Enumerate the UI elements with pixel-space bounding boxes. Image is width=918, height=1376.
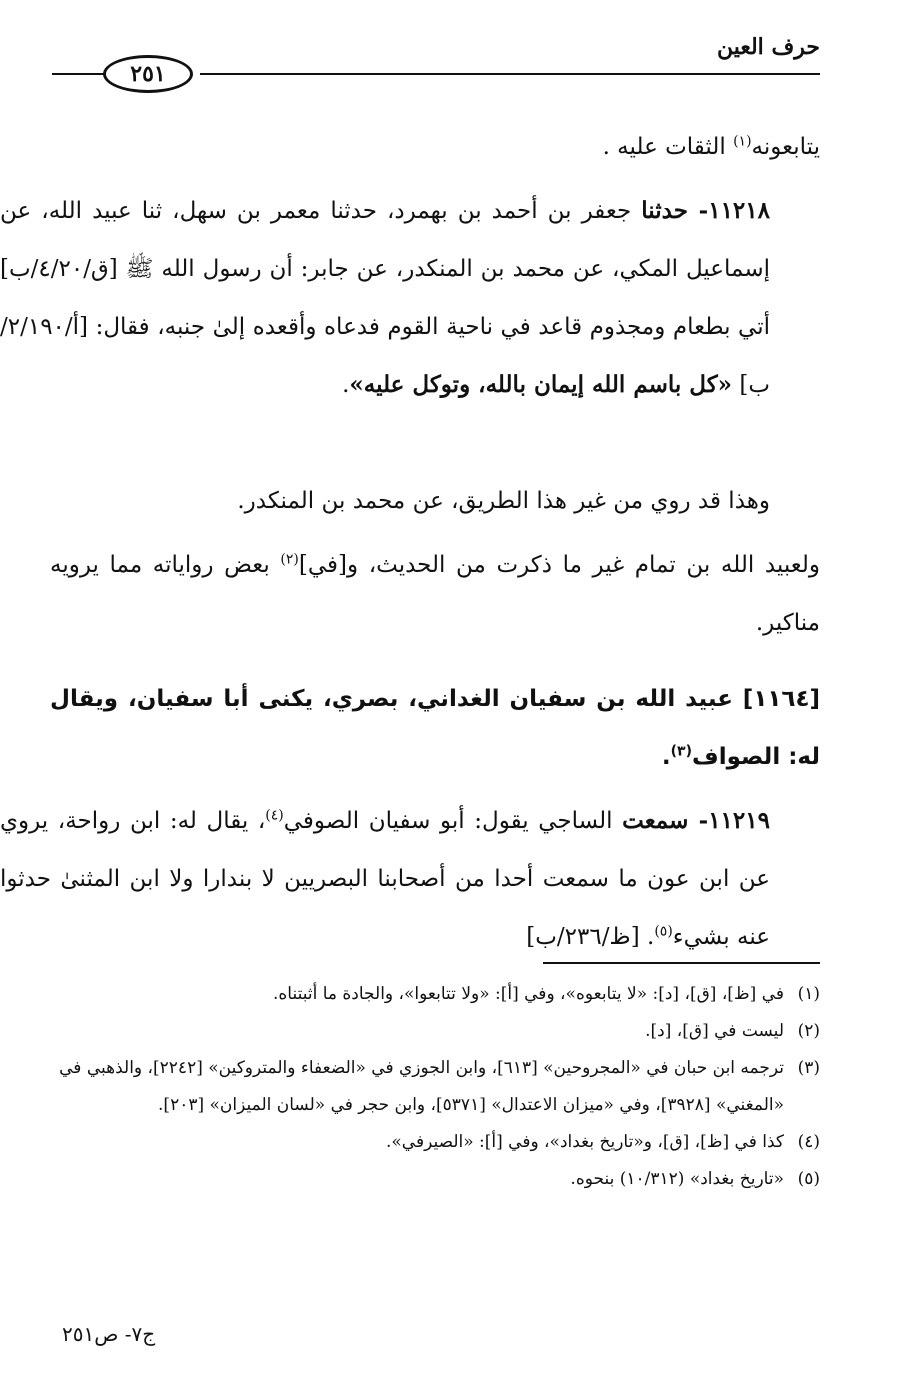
entry-heading-text: [١١٦٤] عبيد الله بن سفيان الغداني، بصري، يكنى أبا سفيان، ويقال له: الصواف bbox=[50, 686, 820, 770]
footnote-number: (٥) bbox=[797, 1169, 820, 1189]
footnote-ref: (١) bbox=[733, 133, 752, 150]
paragraph-text: بعض رواياته مما يرويه مناكير. bbox=[50, 552, 820, 636]
hadith-text-end: . bbox=[342, 372, 350, 398]
footnote-item bbox=[50, 1013, 820, 1050]
footnote-text: ليست في [ق]، [د]. bbox=[645, 1021, 784, 1041]
footnote-text: كذا في [ظ]، [ق]، و«تاريخ بغداد»، وفي [أ]: «الصيرفي». bbox=[385, 1132, 784, 1152]
hadith-text: جعفر بن أحمد بن بهمرد، حدثنا معمر بن سهل، ثنا عبيد الله، عن إسماعيل المكي، عن محمد بن المنكدر، عن جابر: أن رسول الله ﷺ [ق/٤/٢٠/ب] أتي بطعام ومجذوم قاعد في ناحية القوم فدعاه وأقعده إلىٰ جنبه، فقال: [أ/٢/١٩٠/ب] bbox=[0, 198, 770, 398]
footnote-text: «تاريخ بغداد» (١٠/٣١٢) بنحوه. bbox=[570, 1169, 784, 1189]
entry-heading-end: . bbox=[661, 744, 671, 770]
footnote-ref: (٥) bbox=[654, 923, 673, 940]
footnote-item bbox=[50, 1124, 820, 1161]
footnote-ref: (٤) bbox=[265, 807, 284, 824]
footnote-number: (٤) bbox=[797, 1132, 820, 1152]
footnote-item bbox=[50, 1161, 820, 1198]
footnote-number: (١) bbox=[797, 984, 820, 1004]
hadith-lead: سمعت bbox=[622, 807, 689, 834]
footnote-number: (٣) bbox=[797, 1058, 820, 1078]
paragraph-note bbox=[0, 472, 820, 530]
hadith-text: ، يقال له: ابن رواحة، يروي عن ابن عون ما سمعت أحدا من أصحابنا البصريين لا بندارا ولا ابن المثنىٰ حدثوا عنه بشيء bbox=[0, 808, 770, 950]
hadith-text-end: . [ظ/٢٣٦/ب] bbox=[526, 924, 655, 950]
footnote-text: في [ظ]، [ق]، [د]: «لا يتابعوه»، وفي [أ]: «ولا تتابعوا»، والجادة ما أثبتناه. bbox=[272, 984, 784, 1004]
running-header-title: حرف العين bbox=[716, 34, 820, 60]
hadith-11218 bbox=[0, 182, 820, 414]
hadith-number: ١١٢١٨- bbox=[687, 197, 770, 224]
footnote-item bbox=[50, 976, 820, 1013]
footnotes bbox=[50, 976, 820, 1198]
volume-page-footer: ج٧- ص٢٥١ bbox=[62, 1322, 156, 1346]
footnote-ref: (٢) bbox=[280, 551, 299, 568]
header-rule-left bbox=[52, 73, 104, 75]
paragraph-continuation bbox=[50, 118, 820, 176]
hadith-quote: «كل باسم الله إيمان بالله، وتوكل عليه» bbox=[349, 371, 733, 398]
footnote-number: (٢) bbox=[797, 1021, 820, 1041]
header-rule bbox=[200, 73, 820, 75]
paragraph-text: الثقات عليه . bbox=[602, 134, 734, 160]
hadith-lead: حدثنا bbox=[641, 197, 688, 224]
page-number-oval: ٢٥١ bbox=[103, 55, 193, 93]
paragraph-text: يتابعونه bbox=[751, 134, 820, 160]
footnote-ref: (٣) bbox=[670, 743, 692, 760]
hadith-11219 bbox=[0, 792, 820, 966]
hadith-number: ١١٢١٩- bbox=[688, 807, 770, 834]
paragraph-text: وهذا قد روي من غير هذا الطريق، عن محمد بن المنكدر. bbox=[237, 488, 770, 514]
footnote-separator bbox=[543, 962, 820, 964]
hadith-text: الساجي يقول: أبو سفيان الصوفي bbox=[283, 808, 623, 834]
paragraph-text: ولعبيد الله بن تمام غير ما ذكرت من الحديث، و[في] bbox=[298, 552, 820, 578]
entry-heading-1164 bbox=[50, 670, 820, 786]
footnote-item bbox=[50, 1050, 820, 1124]
paragraph-comment bbox=[50, 536, 820, 652]
footnote-text: ترجمه ابن حبان في «المجروحين» [٦١٣]، وابن الجوزي في «الضعفاء والمتروكين» [٢٢٤٢]، والذهبي في «المغني» [٣٩٢٨]، وفي «ميزان الاعتدال» [٥٣٧١]، وابن حجر في «لسان الميزان» [٢٠٣]. bbox=[59, 1058, 784, 1115]
